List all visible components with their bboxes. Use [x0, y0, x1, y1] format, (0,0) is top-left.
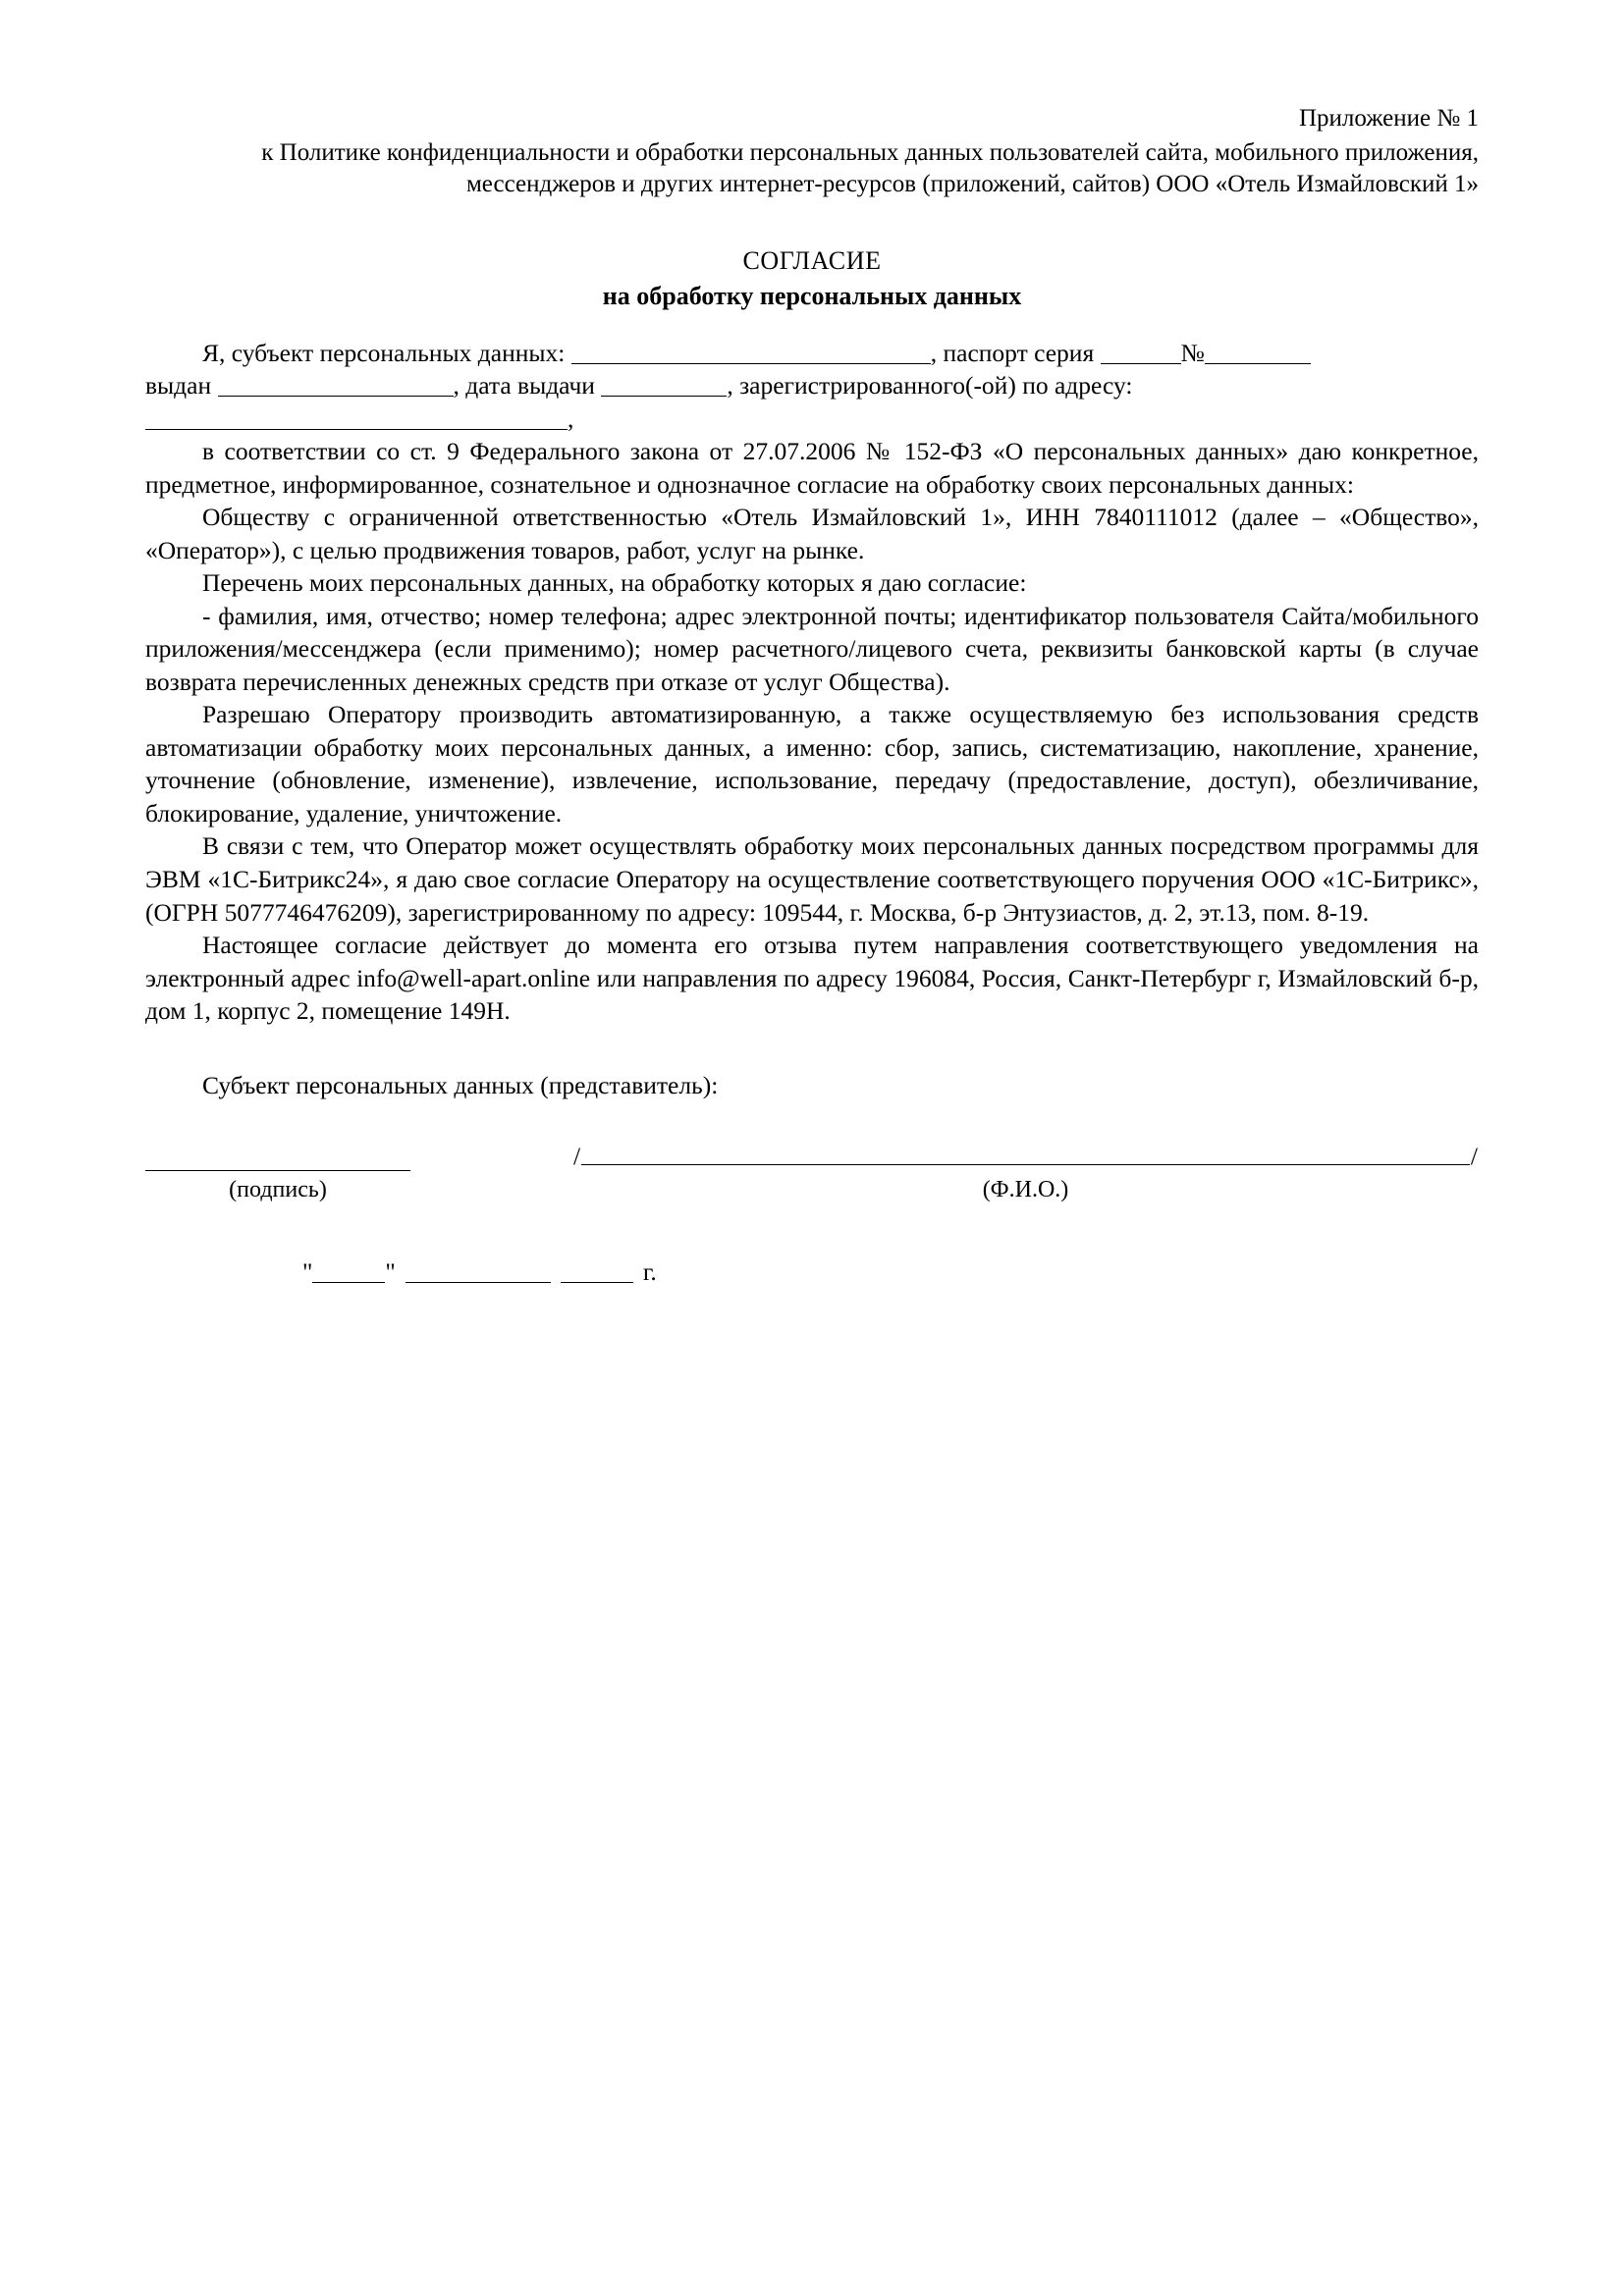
signature-subject-label: Субъект персональных данных (представитель):: [202, 1070, 719, 1099]
passport-number-label: №: [1180, 338, 1205, 367]
date-quote-open: ": [302, 1256, 313, 1286]
form-issue-line: [145, 369, 1479, 402]
issue-date-blank[interactable]: [601, 370, 727, 397]
issue-date-label: , дата выдачи: [453, 371, 595, 400]
fio-field[interactable]: [572, 1142, 1479, 1203]
signature-caption: (подпись): [229, 1176, 327, 1202]
paragraph-bitrix: В связи с тем, что Оператор может осуществлять обработку моих персональных данных посредством программы для ЭВМ «1С-Битрикс24», я даю свое согласие Оператору на осуществление соответствующего поручения ООО «1С-Битрикс», (ОГРН 5077746476209), зарегистрированному по адресу: 109544, г. Москва, б-р Энтузиастов, д. 2, эт.13, пом. 8-19.: [145, 831, 1479, 927]
form-identity-line: [145, 337, 1479, 370]
passport-series-label: , паспорт серия: [930, 338, 1095, 367]
form-address-line: [145, 402, 1479, 436]
address-trailing-comma: ,: [568, 403, 574, 433]
day-blank[interactable]: [312, 1256, 385, 1283]
fio-rule: [581, 1163, 1470, 1165]
fio-caption: (Ф.И.О.): [982, 1176, 1069, 1202]
passport-number-blank[interactable]: [1205, 338, 1311, 364]
address-blank[interactable]: [145, 403, 568, 430]
fullname-blank[interactable]: [571, 338, 931, 364]
signature-field[interactable]: [145, 1169, 410, 1203]
year-suffix-label: г.: [642, 1256, 657, 1286]
policy-reference: к Политике конфиденциальности и обработки персональных данных пользователей сайта, мобильного приложения, мессенджеров и других интернет-ресурсов (приложений, сайтов) ООО «Отель Измайловский 1»: [261, 138, 1479, 197]
month-blank[interactable]: [406, 1256, 551, 1283]
signature-rule: [145, 1169, 410, 1171]
issued-by-blank[interactable]: [218, 370, 454, 397]
signature-row: [145, 1142, 1479, 1203]
paragraph-law: в соответствии со ст. 9 Федерального закона от 27.07.2006 № 152-ФЗ «О персональных данных» даю конкретное, предметное, информированное, сознательное и однозначное согласие на обработку своих персональных данных:: [145, 437, 1479, 499]
paragraph-validity: Настоящее согласие действует до момента его отзыва путем направления соответствующего уведомления на электронный адрес info@well-apart.online или направления по адресу 196084, Россия, Санкт-Петербург г, Измайловский б-р, дом 1, корпус 2, помещение 149Н.: [145, 931, 1479, 1026]
registered-label: , зарегистрированного(-ой) по адресу:: [727, 371, 1133, 400]
signature-section: [145, 1071, 1479, 1287]
paragraph-operator: Обществу с ограниченной ответственностью «Отель Измайловский 1», ИНН 7840111012 (далее – «Общество», «Оператор»), с целью продвижения товаров, работ, услуг на рынке.: [145, 503, 1479, 564]
document-title: СОГЛАСИЕ: [742, 245, 882, 275]
document-subtitle: на обработку персональных данных: [602, 281, 1022, 310]
document-body: [145, 337, 1479, 1028]
date-quote-close: ": [385, 1256, 396, 1286]
fio-slash-right: /: [1470, 1141, 1478, 1170]
document-header: [145, 103, 1479, 201]
passport-series-blank[interactable]: [1101, 338, 1181, 364]
paragraph-list-intro: Перечень моих персональных данных, на обработку которых я даю согласие:: [202, 568, 1027, 598]
paragraph-processing: Разрешаю Оператору производить автоматизированную, а также осуществляемую без использования средств автоматизации обработку моих персональных данных, а именно: сбор, запись, систематизацию, накопление, хранение, уточнение (обновление, изменение), извлечение, использование, передачу (предоставление, доступ), обезличивание, блокирование, удаление, уничтожение.: [145, 700, 1479, 828]
year-blank[interactable]: [561, 1256, 633, 1283]
lead-in-label: Я, субъект персональных данных:: [202, 338, 566, 367]
appendix-number: Приложение № 1: [1298, 105, 1479, 132]
fio-slash-left: /: [573, 1141, 581, 1170]
fio-line: [572, 1142, 1479, 1171]
paragraph-data-list: - фамилия, имя, отчество; номер телефона; адрес электронной почты; идентификатор пользователя Сайта/мобильного приложения/мессенджера (если применимо); номер расчетного/лицевого счета, реквизиты банковской карты (в случае возврата перечисленных денежных средств при отказе от услуг Общества).: [145, 601, 1479, 696]
issued-label: выдан: [145, 371, 212, 400]
date-row[interactable]: [145, 1256, 1479, 1287]
